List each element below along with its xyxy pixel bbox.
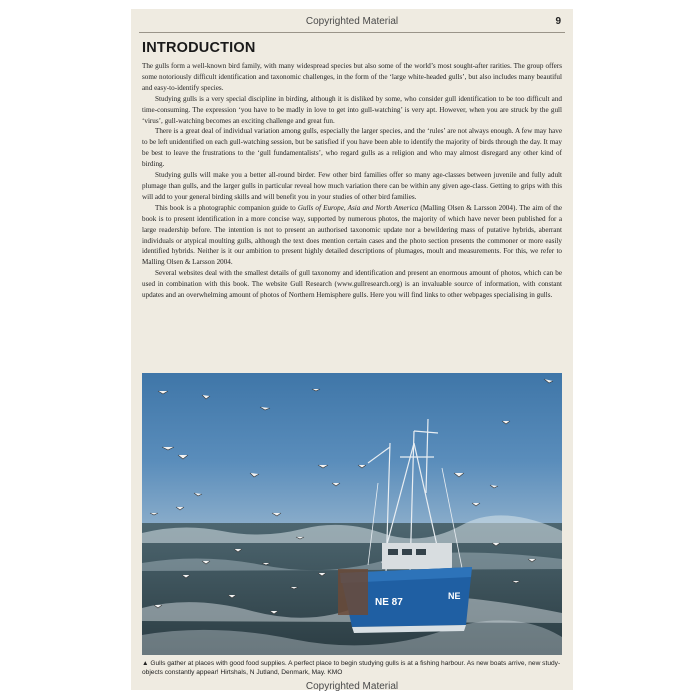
- book-title: Gulls of Europe, Asia and North America: [297, 203, 419, 212]
- paragraph-4: Studying gulls will make you a better all-round birder. Few other bird families offer so many age-classes between juvenile and fully adult plumage than gulls, and the larger gulls in particular reveal how much variation there can be within any given age-class. Getting to grips with this will add to your general birding skills and will benefit you in your studies of other bird families.: [142, 171, 562, 201]
- page-footer: Copyrighted Material: [305, 681, 399, 692]
- paragraph-2: Studying gulls is a very special discipline in birding, although it is disliked by some, who consider gull identification to be too difficult and time-consuming. The expression ‘you have to be madly in love to get into gull-watching’ is very apt. However, when you are struck by the gull ‘virus’, gull-watching becomes an exciting challenge and great fun.: [142, 94, 562, 125]
- paragraph-6: Several websites deal with the smallest details of gull taxonomy and identification and present an enormous amount of photos, which can be used in combination with this book. The website Gull Research (www.gullresearch.org) is an invaluable source of information, with constant updates and an overwhelming amount of photos of Northern Hemisphere gulls. Here you will find links to other webpages specialising in gulls.: [142, 269, 562, 300]
- wheelhouse: [382, 543, 452, 569]
- running-head: [131, 16, 573, 30]
- paragraph-1: The gulls form a well-known bird family, with many widespread species but also some of the world’s most sought-after rarities. The group offers some notoriously difficult identification and taxonomic challenges, in the form of the ‘large white-headed gulls’, but also includes many beautiful and easy-to-identify species.: [142, 62, 562, 92]
- photo-caption: ▲ Gulls gather at places with good food supplies. A perfect place to begin studying gulls is at a fishing harbour. As new boats arrive, new study-objects constantly appear! Hirtshals, N Jutland, Denmark, May. KMO: [142, 660, 561, 676]
- boat-registration: NE 87: [375, 597, 403, 608]
- page-number: 9: [555, 16, 561, 27]
- running-head-title: Copyrighted Material: [305, 16, 399, 27]
- book-page: [131, 9, 573, 690]
- section-heading: INTRODUCTION: [142, 40, 256, 56]
- paragraph-5-rest: (Malling Olsen & Larsson 2004). The aim of the book is to present identification in a more concise way, supported by numerous photos, the majority of which have never been published for a large readership before. The intention is not to present an authorised taxonomic update nor a bewildering mass of putative hybrids, aberrant individuals or atypical moulting gulls, although the text does mention certain cases and the photo section presents the commoner or more easily identified hybrids. Neither is it our ambition to present highly detailed descriptions of plumages, moult and measurements. For this, we refer to Malling Olsen & Larsson 2004.: [142, 203, 562, 267]
- header-rule: [139, 32, 565, 33]
- body-text: [142, 61, 562, 301]
- paragraph-5: [142, 203, 562, 268]
- boat-registration-bow: NE: [448, 591, 461, 601]
- paragraph-3: There is a great deal of individual variation among gulls, especially the larger species, and the ‘rules’ are not always enough. A few may have to be left unidentified on each gull-watching session, but be satisfied if you have been able to identify the majority of birds through the day. It may be best to leave the frustrations to the ‘gull fundamentalists’, who regard gulls as a religion and who may almost disregard any other kind of birding.: [142, 127, 562, 169]
- fishing-boat-photo: [142, 373, 562, 655]
- paragraph-5-lead: This book is a photographic companion guide to: [155, 203, 298, 212]
- photo-illustration: [142, 373, 562, 655]
